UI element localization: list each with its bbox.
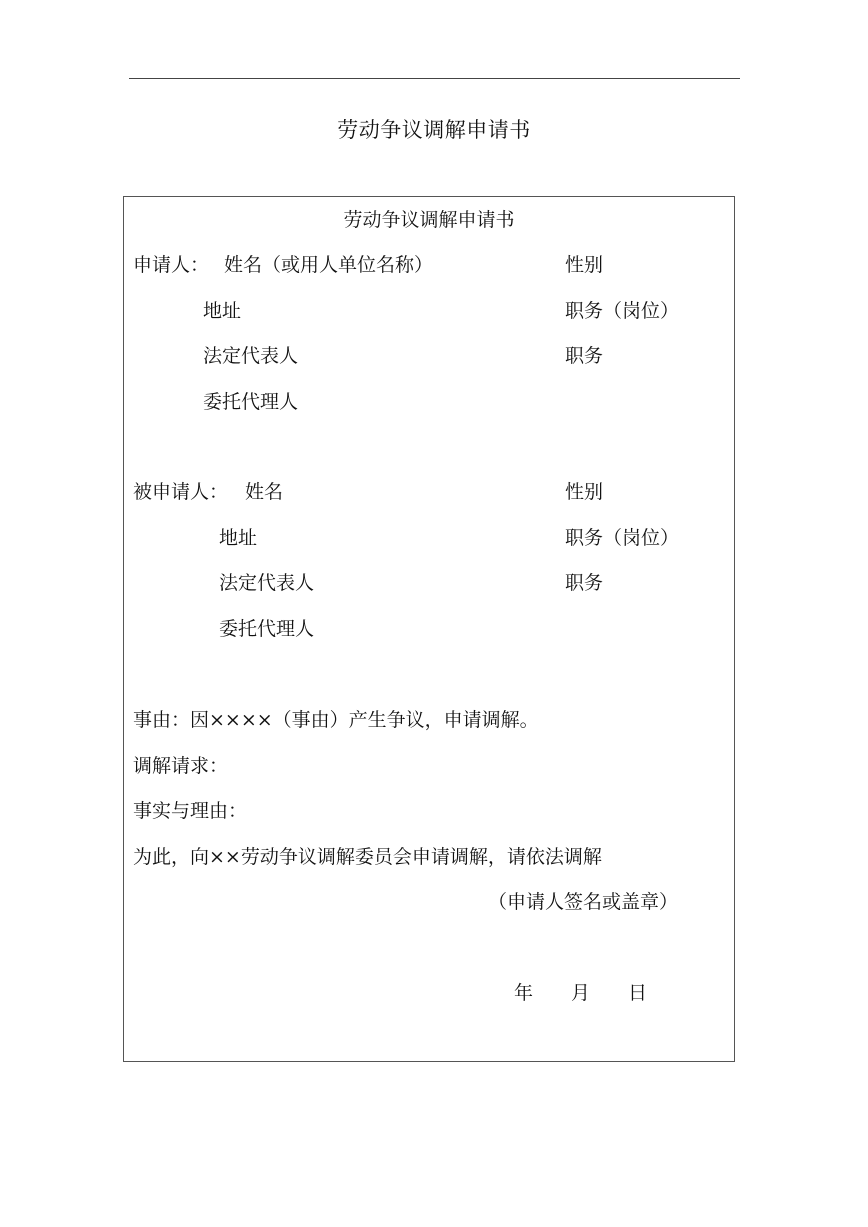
applicant-agent-label: 委托代理人	[203, 391, 299, 413]
respondent-duty-label: 职务	[565, 572, 604, 594]
applicant-gender-label: 性别	[565, 254, 604, 276]
facts-reasons-label: 事实与理由：	[133, 800, 248, 822]
header-rule	[129, 78, 740, 79]
applicant-prefix: 申请人：	[133, 254, 210, 276]
application-form-box	[123, 196, 735, 1062]
respondent-agent-label: 委托代理人	[219, 618, 315, 640]
dispute-reason: 事由：因××××（事由）产生争议，申请调解。	[133, 709, 539, 731]
respondent-address-label: 地址	[219, 527, 258, 549]
respondent-legal-rep-label: 法定代表人	[219, 572, 315, 594]
document-title: 劳动争议调解申请书	[337, 118, 531, 142]
respondent-name-label: 姓名	[245, 481, 284, 503]
mediation-request-label: 调解请求：	[133, 755, 229, 777]
applicant-signature-note: （申请人签名或盖章）	[487, 891, 678, 913]
closing-statement: 为此，向××劳动争议调解委员会申请调解，请依法调解	[133, 846, 602, 868]
respondent-gender-label: 性别	[565, 481, 604, 503]
form-title: 劳动争议调解申请书	[343, 209, 515, 231]
respondent-prefix: 被申请人：	[133, 481, 229, 503]
date-month-label: 月	[571, 982, 591, 1004]
date-day-label: 日	[628, 982, 648, 1004]
date-year-label: 年	[514, 982, 534, 1004]
applicant-name-label: 姓名（或用人单位名称）	[224, 254, 434, 276]
respondent-position-label: 职务（岗位）	[565, 527, 680, 549]
applicant-address-label: 地址	[203, 300, 242, 322]
applicant-position-label: 职务（岗位）	[565, 300, 680, 322]
date-line	[514, 981, 647, 1005]
applicant-legal-rep-label: 法定代表人	[203, 345, 299, 367]
applicant-duty-label: 职务	[565, 345, 604, 367]
